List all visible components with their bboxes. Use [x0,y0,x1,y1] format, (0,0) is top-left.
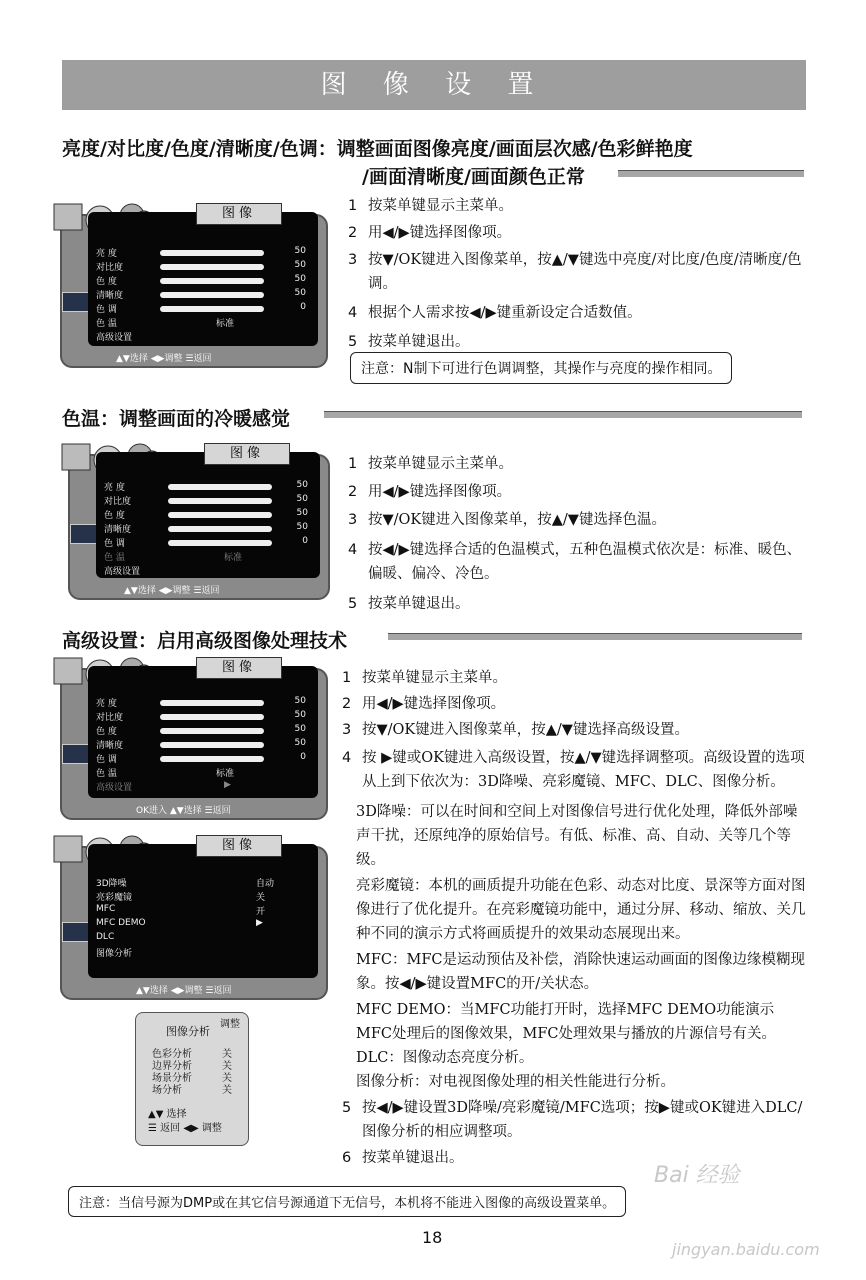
page-title: 图 像 设 置 [62,60,806,110]
menu-row-sharpness: 清晰度 50 [96,738,306,751]
detail-3d-noise: 3D降噪：可以在时间和空间上对图像信号进行优化处理，降低外部噪声干扰，还原纯净的原始信号。有低、标准、高、自动、关等几个等级。 [356,804,798,868]
submenu-foot-select: ▲▼ 选择 [148,1109,187,1120]
submenu-row: 场分析 关 [152,1085,232,1096]
menu-screenshot-analysis [135,1012,249,1146]
menu-row-tint: 色 调 0 [96,752,306,765]
menu-row-mfc: MFC 开 [96,904,266,917]
submenu-foot-adjust: ☰ 返回 ◀▶ 调整 [148,1123,222,1134]
menu-row-color: 色 度 50 [104,508,308,521]
step: 3 按▼/OK键进入图像菜单，按▲/▼键选择高级设置。 [342,722,689,738]
steps-section-3 [342,666,806,1170]
step: 4 按◀/▶键选择合适的色温模式，五种色温模式依次是：标准、暖色、偏暖、偏冷、冷色。 [348,542,802,582]
menu-footer: ▲▼选择 ◀▶调整 ☰返回 [124,586,220,596]
steps-section-1 [348,194,808,354]
step: 5 按◀/▶键设置3D降噪/亮彩魔镜/MFC选项；按▶键或OK键进入DLC/图像分析的相应调整项。 [342,1100,803,1140]
menu-row-advanced: 高级设置 [96,333,133,343]
menu-row-colortemp: 色 温 标准 [96,319,235,329]
step: 6 按菜单键退出。 [342,1150,464,1166]
selected-tab-icon [62,922,90,942]
submenu-row: 边界分析 关 [152,1061,232,1072]
menu-title: 图像 [204,443,290,465]
menu-row-color-mirror: 亮彩魔镜 关 [96,893,266,903]
detail-image-analysis: 图像分析：对电视图像处理的相关性能进行分析。 [356,1074,675,1090]
step: 4 根据个人需求按◀/▶键重新设定合适数值。 [348,305,642,321]
section-heading-colortemp: 色温：调整画面的冷暖感觉 [62,408,291,430]
menu-row-contrast: 对比度 50 [96,260,306,273]
step: 2 用◀/▶键选择图像项。 [348,225,512,241]
steps-section-2 [348,452,806,616]
menu-row-3d-noise: 3D降噪 自动 [96,879,275,889]
step: 3 按▼/OK键进入图像菜单，按▲/▼键选择色温。 [348,512,666,528]
menu-row-sharpness: 清晰度 50 [104,522,308,535]
menu-row-brightness: 亮 度 50 [104,480,308,493]
menu-row-brightness: 亮 度 50 [96,246,306,259]
detail-mfc: MFC：MFC是运动预估及补偿，消除快速运动画面的图像边缘模糊现象。按◀/▶键设置MFC的开/关状态。 [356,952,806,992]
step: 1 按菜单键显示主菜单。 [342,670,507,686]
menu-screenshot-colortemp [60,440,330,600]
menu-row-color: 色 度 50 [96,724,306,737]
page-number: 18 [422,1228,443,1247]
menu-row-brightness: 亮 度 50 [96,696,306,709]
submenu-row: 色彩分析 关 [152,1049,232,1060]
menu-title: 图像 [196,657,282,679]
menu-row-contrast: 对比度 50 [96,710,306,723]
menu-screenshot-advanced [52,832,328,1000]
menu-title: 图像 [196,203,282,225]
detail-color-mirror: 亮彩魔镜：本机的画质提升功能在色彩、动态对比度、景深等方面对图像进行了优化提升。在亮彩魔镜功能中，通过分屏、移动、缩放、关几种不同的演示方式将画质提升的效果动态展现出来。 [356,878,806,942]
menu-footer: ▲▼选择 ◀▶调整 ☰返回 [116,354,212,364]
section-rule [324,411,802,418]
menu-row-mfc-demo: MFC DEMO ▶ [96,918,263,928]
detail-mfc-demo: MFC DEMO：当MFC功能打开时，选择MFC DEMO功能演示MFC处理后的图像效果，MFC处理效果与播放的片源信号有关。 [356,1002,777,1042]
watermark: jingyan.baidu.com [672,1240,820,1259]
submenu-title: 图像分析 [166,1025,210,1038]
step: 4 按 ▶键或OK键进入高级设置，按▲/▼键选择调整项。高级设置的选项从上到下依次为：3D降噪、亮彩魔镜、MFC、DLC、图像分析。 [342,750,805,790]
section-heading-brightness: 亮度/对比度/色度/清晰度/色调：调整画面图像亮度/画面层次感/色彩鲜艳度 [62,138,693,160]
submenu-corner: 调整 [220,1019,240,1030]
step: 1 按菜单键显示主菜单。 [348,198,513,214]
menu-row-advanced: 高级设置 [104,567,141,577]
menu-footer: ▲▼选择 ◀▶调整 ☰返回 [136,986,232,996]
section-rule [618,170,804,177]
step: 1 按菜单键显示主菜单。 [348,456,513,472]
menu-row-advanced: 高级设置 ▶ [96,780,231,793]
menu-footer: OK进入 ▲▼选择 ☰返回 [136,806,231,816]
selected-tab-icon [62,292,90,312]
menu-row-colortemp: 色 温 标准 [96,769,235,779]
section-heading-brightness-cont: /画面清晰度/画面颜色正常 [362,166,585,188]
step: 5 按菜单键退出。 [348,334,470,350]
menu-row-tint: 色 调 0 [104,536,308,549]
selected-tab-icon [70,524,98,544]
details [342,800,806,1094]
level-bar [160,250,264,256]
menu-row-sharpness: 清晰度 50 [96,288,306,301]
submenu-row: 场景分析 关 [152,1073,232,1084]
menu-row-image-analysis: 图像分析 [96,949,133,959]
step: 3 按▼/OK键进入图像菜单，按▲/▼键选中亮度/对比度/色度/清晰度/色调。 [348,252,802,292]
section-heading-advanced: 高级设置：启用高级图像处理技术 [62,630,348,652]
watermark-logo: Bai 经验 [654,1163,740,1188]
menu-row-contrast: 对比度 50 [104,494,308,507]
detail-dlc: DLC：图像动态亮度分析。 [356,1050,534,1066]
menu-screenshot-advanced-entry [52,654,328,820]
step: 2 用◀/▶键选择图像项。 [348,484,512,500]
step: 5 按菜单键退出。 [348,596,470,612]
step: 2 用◀/▶键选择图像项。 [342,696,506,712]
section-rule [388,633,802,640]
menu-row-tint: 色 调 0 [96,302,306,315]
menu-row-colortemp: 色 温 标准 [104,553,243,563]
level-bar [160,264,264,270]
level-bar [160,292,264,298]
menu-title: 图像 [196,835,282,857]
note-box-dmp: 注意：当信号源为DMP或在其它信号源通道下无信号，本机将不能进入图像的高级设置菜单。 [68,1186,626,1217]
level-bar [160,306,264,312]
level-bar [160,278,264,284]
menu-row-color: 色 度 50 [96,274,306,287]
menu-row-dlc: DLC [96,932,115,942]
selected-tab-icon [62,744,90,764]
menu-screenshot-picture [52,200,328,368]
note-box-tint: 注意：N制下可进行色调调整，其操作与亮度的操作相同。 [350,352,732,384]
